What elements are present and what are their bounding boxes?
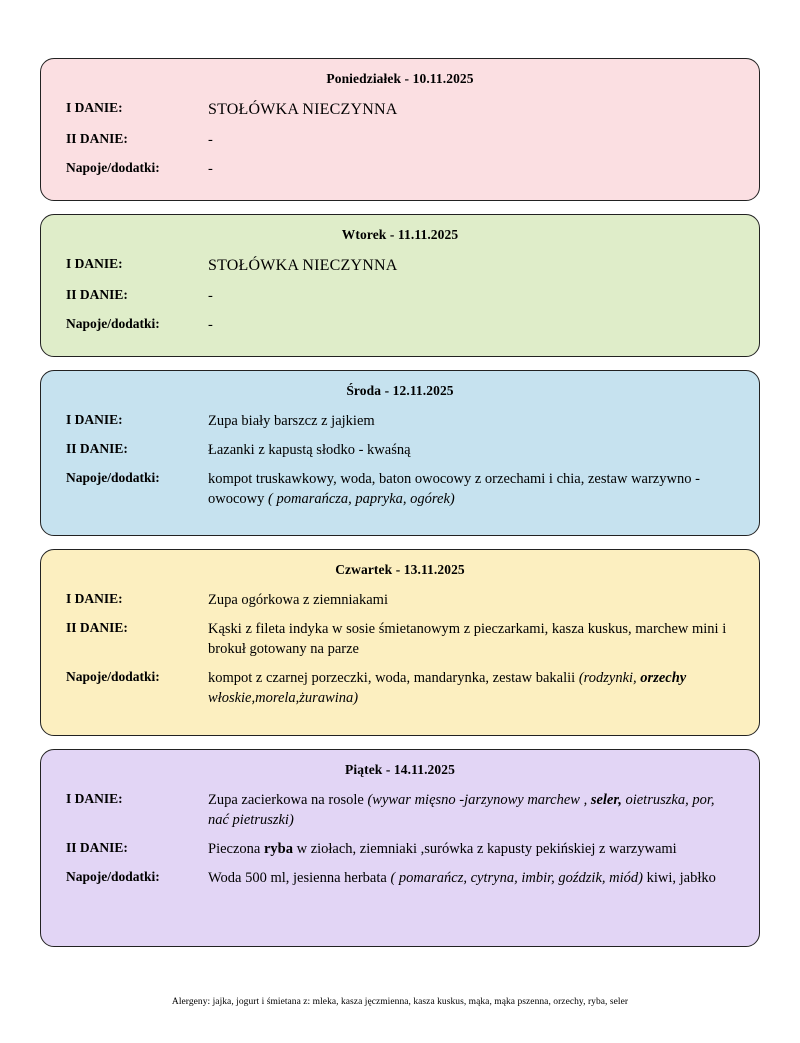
meal-value-course-2: Łazanki z kapustą słodko - kwaśną [208, 442, 411, 458]
meal-row-course-2 [63, 130, 737, 150]
meal-label-course-2: II DANIE: [66, 287, 128, 303]
meal-value-drinks: Woda 500 ml, jesienna herbata ( pomarańcz, cytryna, imbir, goździk, miód) kiwi, jabłko [208, 870, 716, 886]
meal-label-course-2: II DANIE: [66, 441, 128, 456]
meal-row-drinks [63, 469, 737, 509]
meal-label-course-2: II DANIE: [66, 131, 128, 147]
meal-value-course-2: - [208, 132, 213, 149]
meal-label-drinks: Napoje/dodatki: [66, 869, 160, 884]
meal-row-course-1 [63, 99, 737, 121]
meal-value-course-1: STOŁÓWKA NIECZYNNA [208, 101, 398, 118]
meal-row-course-2 [63, 619, 737, 659]
meal-row-course-2 [63, 286, 737, 306]
meal-row-course-2 [63, 440, 737, 460]
meal-label-drinks: Napoje/dodatki: [66, 470, 160, 485]
meal-label-course-1: I DANIE: [66, 100, 123, 115]
meal-row-course-1 [63, 255, 737, 277]
meal-label-course-1: I DANIE: [66, 791, 123, 806]
meal-value-drinks: - [208, 317, 213, 334]
meal-value-drinks: - [208, 161, 213, 178]
day-card-piatek [40, 749, 760, 947]
day-title: Wtorek - 11.11.2025 [341, 227, 459, 242]
meal-row-course-2 [63, 839, 737, 859]
meal-value-course-2: Pieczona ryba w ziołach, ziemniaki ,surówka z kapusty pekińskiej z warzywami [208, 841, 677, 857]
day-card-wtorek [40, 214, 760, 357]
day-title: Poniedziałek - 10.11.2025 [326, 71, 474, 86]
meal-value-course-1: Zupa ogórkowa z ziemniakami [208, 592, 388, 608]
meal-label-course-1: I DANIE: [66, 256, 123, 271]
day-card-czwartek [40, 549, 760, 736]
day-card-poniedzialek [40, 58, 760, 201]
meal-row-course-1 [63, 411, 737, 431]
meal-value-drinks: kompot z czarnej porzeczki, woda, mandarynka, zestaw bakalii (rodzynki, orzechy włoskie,morela,żurawina) [208, 670, 687, 706]
meal-value-course-1: STOŁÓWKA NIECZYNNA [208, 257, 398, 274]
meal-label-drinks: Napoje/dodatki: [66, 669, 160, 684]
meal-row-drinks [63, 868, 737, 888]
meal-value-course-1: Zupa zacierkowa na rosole (wywar mięsno -jarzynowy marchew , seler, oietruszka, por, nać pietruszki) [208, 792, 715, 828]
meal-label-course-2: II DANIE: [66, 840, 128, 855]
day-title: Piątek - 14.11.2025 [345, 762, 455, 777]
day-card-sroda [40, 370, 760, 536]
meal-row-course-1 [63, 590, 737, 610]
meal-label-course-2: II DANIE: [66, 620, 128, 635]
day-title: Czwartek - 13.11.2025 [335, 562, 465, 577]
day-card-list [40, 58, 760, 960]
meal-label-drinks: Napoje/dodatki: [66, 316, 160, 332]
meal-value-course-2: - [208, 288, 213, 305]
meal-label-course-1: I DANIE: [66, 591, 123, 606]
meal-label-drinks: Napoje/dodatki: [66, 160, 160, 176]
meal-row-drinks [63, 668, 737, 708]
day-title: Środa - 12.11.2025 [346, 383, 454, 398]
allergens-note: Alergeny: jajka, jogurt i śmietana z: mleka, kasza jęczmienna, kasza kuskus, mąka, mąka pszenna, orzechy, ryba, seler [171, 997, 629, 1007]
meal-row-drinks [63, 315, 737, 335]
meal-label-course-1: I DANIE: [66, 412, 123, 427]
meal-value-drinks: kompot truskawkowy, woda, baton owocowy z orzechami i chia, zestaw warzywno -owocowy ( pomarańcza, papryka, ogórek) [208, 471, 700, 507]
meal-value-course-1: Zupa biały barszcz z jajkiem [208, 413, 375, 429]
meal-row-drinks [63, 159, 737, 179]
meal-row-course-1 [63, 790, 737, 830]
meal-value-course-2: Kąski z fileta indyka w sosie śmietanowym z pieczarkami, kasza kuskus, marchew mini i brokuł gotowany na parze [208, 621, 727, 657]
